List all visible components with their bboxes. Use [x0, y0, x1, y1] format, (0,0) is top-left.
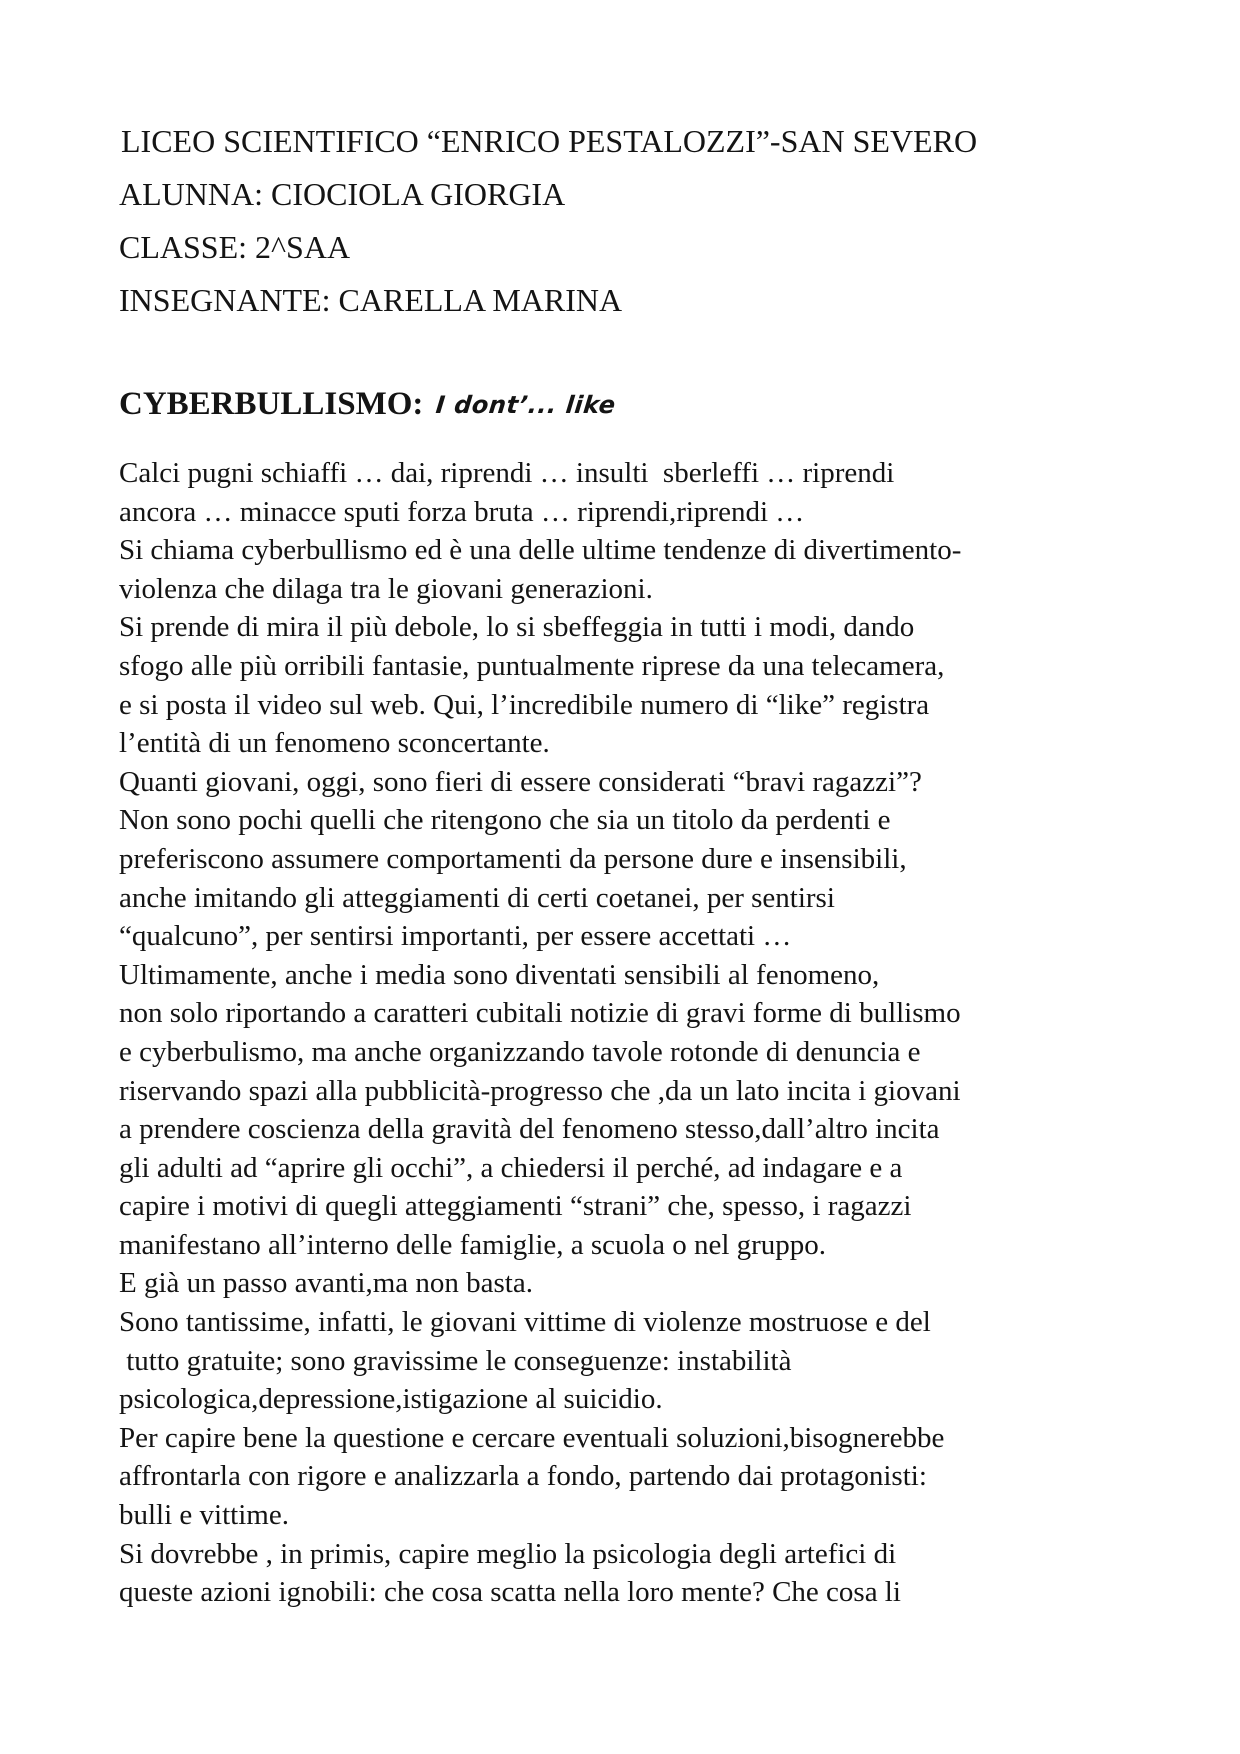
body-line: sfogo alle più orribili fantasie, puntualmente riprese da una telecamera,	[119, 649, 945, 682]
title-main: CYBERBULLISMO:	[119, 386, 424, 422]
body-line: affrontarla con rigore e analizzarla a fondo, partendo dai protagonisti:	[119, 1460, 927, 1493]
body-line: preferiscono assumere comportamenti da persone dure e insensibili,	[119, 842, 907, 875]
body-line: Si dovrebbe , in primis, capire meglio la psicologia degli artefici di	[119, 1537, 897, 1570]
body-line: tutto gratuite; sono gravissime le conseguenze: instabilità	[119, 1344, 792, 1377]
body-line: gli adulti ad “aprire gli occhi”, a chiedersi il perché, ad indagare e a	[119, 1151, 903, 1184]
body-line: e cyberbulismo, ma anche organizzando tavole rotonde di denuncia e	[119, 1035, 921, 1068]
body-line: Non sono pochi quelli che ritengono che sia un titolo da perdenti e	[119, 804, 891, 837]
class-name: CLASSE: 2^SAA	[119, 229, 351, 265]
body-line: Calci pugni schiaffi … dai, riprendi … insulti sberleffi … riprendi	[119, 457, 895, 489]
body-line: a prendere coscienza della gravità del fenomeno stesso,dall’altro incita	[119, 1113, 940, 1146]
body-line: ancora … minacce sputi forza bruta … riprendi,riprendi …	[119, 495, 805, 528]
teacher-name: INSEGNANTE: CARELLA MARINA	[119, 282, 623, 318]
body-line: Si prende di mira il più debole, lo si sbeffeggia in tutti i modi, dando	[119, 611, 915, 644]
school-name: LICEO SCIENTIFICO “ENRICO PESTALOZZI”-SAN SEVERO	[121, 123, 978, 159]
body-line: Ultimamente, anche i media sono diventati sensibili al fenomeno,	[119, 958, 880, 991]
body-line: bulli e vittime.	[119, 1499, 289, 1532]
document-body	[119, 454, 1119, 1612]
document-title	[119, 384, 615, 425]
body-line: “qualcuno”, per sentirsi importanti, per essere accettati …	[119, 920, 792, 953]
body-line: capire i motivi di quegli atteggiamenti “strani” che, spesso, i ragazzi	[119, 1190, 912, 1223]
body-line: non solo riportando a caratteri cubitali notizie di gravi forme di bullismo	[119, 997, 961, 1030]
body-line: Si chiama cyberbullismo ed è una delle ultime tendenze di divertimento-	[119, 534, 962, 567]
document-header	[119, 115, 1119, 327]
body-line: E già un passo avanti,ma non basta.	[119, 1267, 533, 1300]
body-line: e si posta il video sul web. Qui, l’incredibile numero di “like” registra	[119, 688, 930, 721]
body-line: Sono tantissime, infatti, le giovani vittime di violenze mostruose e del	[119, 1306, 931, 1339]
body-line: riservando spazi alla pubblicità-progresso che ,da un lato incita i giovani	[119, 1074, 961, 1107]
body-line: anche imitando gli atteggiamenti di certi coetanei, per sentirsi	[119, 881, 835, 914]
body-line: queste azioni ignobili: che cosa scatta nella loro mente? Che cosa li	[119, 1576, 901, 1609]
body-line: Per capire bene la questione e cercare eventuali soluzioni,bisognerebbe	[119, 1421, 945, 1454]
body-line: manifestano all’interno delle famiglie, a scuola o nel gruppo.	[119, 1228, 827, 1261]
student-name: ALUNNA: CIOCIOLA GIORGIA	[119, 176, 566, 212]
body-line: l’entità di un fenomeno sconcertante.	[119, 727, 550, 760]
body-line: psicologica,depressione,istigazione al suicidio.	[119, 1383, 663, 1416]
body-line: violenza che dilaga tra le giovani generazioni.	[119, 572, 653, 605]
body-line: Quanti giovani, oggi, sono fieri di essere considerati “bravi ragazzi”?	[119, 765, 922, 798]
title-accent: I dont’... like	[434, 391, 617, 419]
